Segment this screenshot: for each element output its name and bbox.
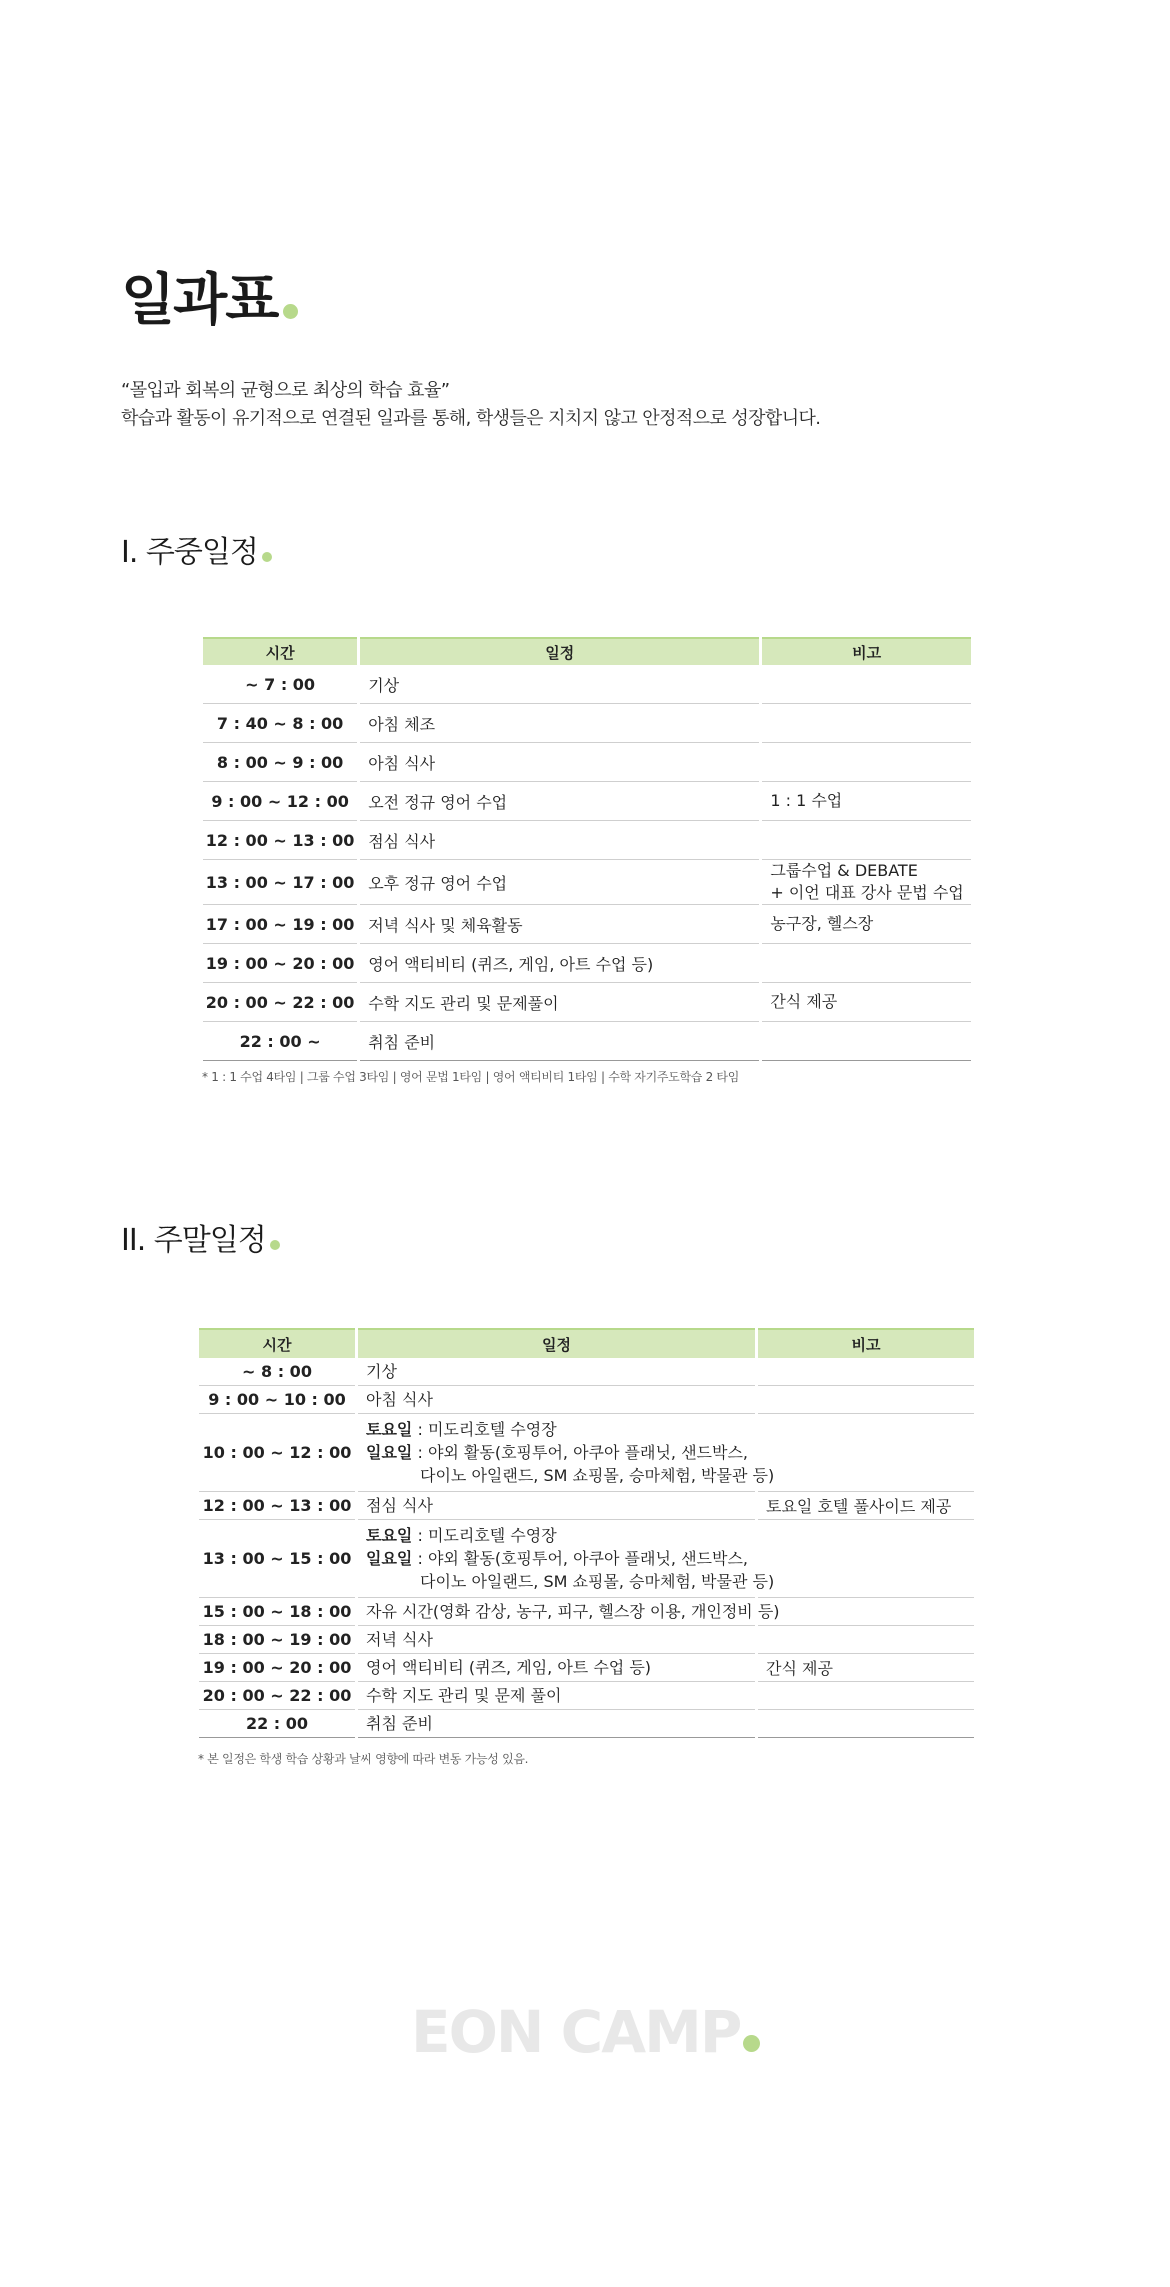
schedule-cell: 아침 체조 bbox=[360, 704, 759, 743]
note-cell bbox=[758, 1358, 974, 1386]
time-cell: 19 : 00 ~ 20 : 00 bbox=[203, 944, 357, 983]
schedule-cell bbox=[358, 1414, 775, 1492]
sunday-activity: : 야외 활동(호핑투어, 아쿠아 플래닛, 샌드박스, bbox=[412, 1443, 748, 1462]
time-cell: 15 : 00 ~ 18 : 00 bbox=[199, 1598, 355, 1626]
logo-text: EON CAMP bbox=[411, 1998, 741, 2066]
accent-dot bbox=[262, 552, 272, 562]
column-header-note: 비고 bbox=[762, 637, 971, 665]
sunday-line bbox=[366, 1547, 755, 1570]
time-cell: 10 : 00 ~ 12 : 00 bbox=[199, 1414, 355, 1492]
note-cell bbox=[758, 1682, 974, 1710]
schedule-cell: 취침 준비 bbox=[358, 1710, 755, 1738]
column-header-note: 비고 bbox=[758, 1328, 974, 1358]
time-cell: 19 : 00 ~ 20 : 00 bbox=[199, 1654, 355, 1682]
schedule-cell: 영어 액티비티 (퀴즈, 게임, 아트 수업 등) bbox=[360, 944, 759, 983]
time-cell: 12 : 00 ~ 13 : 00 bbox=[203, 821, 357, 860]
schedule-cell: 아침 식사 bbox=[358, 1386, 755, 1414]
time-cell: 12 : 00 ~ 13 : 00 bbox=[199, 1492, 355, 1520]
column-header-time: 시간 bbox=[203, 637, 357, 665]
weekend-schedule-table bbox=[196, 1328, 977, 1738]
time-cell: 20 : 00 ~ 22 : 00 bbox=[203, 983, 357, 1022]
schedule-cell: 수학 지도 관리 및 문제 풀이 bbox=[358, 1682, 755, 1710]
note-cell: 토요일 호텔 풀사이드 제공 bbox=[758, 1492, 974, 1520]
table-row bbox=[199, 1492, 974, 1520]
time-cell: 7 : 40 ~ 8 : 00 bbox=[203, 704, 357, 743]
note-cell bbox=[762, 1022, 971, 1061]
intro-description: 학습과 활동이 유기적으로 연결된 일과를 통해, 학생들은 지치지 않고 안정적으로 성장합니다. bbox=[121, 408, 821, 429]
sunday-label: 일요일 bbox=[366, 1443, 413, 1462]
note-cell bbox=[758, 1710, 974, 1738]
time-cell: 13 : 00 ~ 15 : 00 bbox=[199, 1520, 355, 1598]
weekend-title-text: II. 주말일정 bbox=[121, 1223, 266, 1258]
note-cell bbox=[758, 1520, 974, 1598]
weekday-title-text: I. 주중일정 bbox=[121, 535, 258, 570]
table-header-row bbox=[199, 1328, 974, 1358]
table-header-row bbox=[203, 637, 971, 665]
table-row bbox=[203, 1022, 971, 1061]
note-cell bbox=[758, 1598, 974, 1626]
time-cell: 20 : 00 ~ 22 : 00 bbox=[199, 1682, 355, 1710]
time-cell: 22 : 00 bbox=[199, 1710, 355, 1738]
schedule-cell: 기상 bbox=[360, 665, 759, 704]
schedule-cell: 저녁 식사 및 체육활동 bbox=[360, 905, 759, 944]
sunday-label: 일요일 bbox=[366, 1549, 413, 1568]
time-cell: 22 : 00 ~ bbox=[203, 1022, 357, 1061]
schedule-cell: 영어 액티비티 (퀴즈, 게임, 아트 수업 등) bbox=[358, 1654, 755, 1682]
time-cell: 9 : 00 ~ 12 : 00 bbox=[203, 782, 357, 821]
weekday-schedule-table bbox=[200, 637, 974, 1061]
column-header-time: 시간 bbox=[199, 1328, 355, 1358]
note-cell: 농구장, 헬스장 bbox=[762, 905, 971, 944]
note-cell bbox=[762, 743, 971, 782]
column-header-schedule: 일정 bbox=[358, 1328, 755, 1358]
saturday-activity: : 미도리호텔 수영장 bbox=[412, 1420, 557, 1439]
table-row bbox=[199, 1520, 974, 1598]
schedule-cell: 기상 bbox=[358, 1358, 755, 1386]
note-cell bbox=[762, 665, 971, 704]
time-cell: 9 : 00 ~ 10 : 00 bbox=[199, 1386, 355, 1414]
accent-dot bbox=[743, 2035, 760, 2052]
column-header-schedule: 일정 bbox=[360, 637, 759, 665]
time-cell: 8 : 00 ~ 9 : 00 bbox=[203, 743, 357, 782]
note-line: + 이언 대표 강사 문법 수업 bbox=[770, 883, 964, 902]
schedule-cell: 수학 지도 관리 및 문제풀이 bbox=[360, 983, 759, 1022]
table-row bbox=[203, 782, 971, 821]
weekend-section-title bbox=[121, 1221, 280, 1261]
table-row bbox=[199, 1626, 974, 1654]
schedule-cell: 오전 정규 영어 수업 bbox=[360, 782, 759, 821]
table-row bbox=[203, 944, 971, 983]
table-row bbox=[199, 1682, 974, 1710]
table-row bbox=[199, 1386, 974, 1414]
sunday-activity-continued: 다이노 아일랜드, SM 쇼핑몰, 승마체험, 박물관 등) bbox=[420, 1572, 775, 1591]
accent-dot bbox=[283, 304, 298, 319]
time-cell: 13 : 00 ~ 17 : 00 bbox=[203, 860, 357, 905]
schedule-cell: 점심 식사 bbox=[358, 1492, 755, 1520]
time-cell: ~ 8 : 00 bbox=[199, 1358, 355, 1386]
sunday-line bbox=[366, 1441, 755, 1464]
accent-dot bbox=[270, 1240, 280, 1250]
saturday-line bbox=[366, 1524, 755, 1547]
table-row bbox=[199, 1710, 974, 1738]
note-cell bbox=[758, 1414, 974, 1492]
schedule-cell: 아침 식사 bbox=[360, 743, 759, 782]
eon-camp-logo bbox=[411, 1997, 760, 2067]
note-line: 그룹수업 & DEBATE bbox=[770, 861, 918, 880]
note-cell bbox=[762, 860, 971, 905]
table-row bbox=[203, 983, 971, 1022]
note-cell: 1 : 1 수업 bbox=[762, 782, 971, 821]
schedule-cell: 점심 식사 bbox=[360, 821, 759, 860]
schedule-cell: 저녁 식사 bbox=[358, 1626, 755, 1654]
note-cell bbox=[762, 704, 971, 743]
table-row bbox=[203, 704, 971, 743]
intro-quote: “몰입과 회복의 균형으로 최상의 학습 효율” bbox=[121, 380, 450, 401]
schedule-cell: 오후 정규 영어 수업 bbox=[360, 860, 759, 905]
table-row bbox=[199, 1654, 974, 1682]
note-cell bbox=[758, 1626, 974, 1654]
note-cell bbox=[758, 1386, 974, 1414]
sunday-activity: : 야외 활동(호핑투어, 아쿠아 플래닛, 샌드박스, bbox=[412, 1549, 748, 1568]
schedule-cell bbox=[358, 1520, 775, 1598]
note-cell bbox=[762, 821, 971, 860]
weekend-footnote: * 본 일정은 학생 학습 상황과 날씨 영향에 따라 변동 가능성 있음. bbox=[198, 1752, 529, 1766]
sunday-activity-continued: 다이노 아일랜드, SM 쇼핑몰, 승마체험, 박물관 등) bbox=[420, 1466, 775, 1485]
weekday-section-title bbox=[121, 533, 272, 573]
saturday-line bbox=[366, 1418, 755, 1441]
table-row bbox=[199, 1414, 974, 1492]
table-row bbox=[199, 1358, 974, 1386]
time-cell: 18 : 00 ~ 19 : 00 bbox=[199, 1626, 355, 1654]
table-row bbox=[203, 665, 971, 704]
saturday-activity: : 미도리호텔 수영장 bbox=[412, 1526, 557, 1545]
weekday-footnote: * 1 : 1 수업 4타임 | 그룹 수업 3타임 | 영어 문법 1타임 | 영어 액티비티 1타임 | 수학 자기주도학습 2 타임 bbox=[202, 1070, 740, 1084]
saturday-label: 토요일 bbox=[366, 1420, 413, 1439]
note-cell: 간식 제공 bbox=[758, 1654, 974, 1682]
schedule-cell: 취침 준비 bbox=[360, 1022, 759, 1061]
table-row bbox=[203, 860, 971, 905]
note-cell bbox=[762, 944, 971, 983]
table-row bbox=[203, 821, 971, 860]
page-title-text: 일과표 bbox=[121, 268, 278, 333]
time-cell: 17 : 00 ~ 19 : 00 bbox=[203, 905, 357, 944]
page-title bbox=[121, 266, 298, 336]
table-row bbox=[199, 1598, 974, 1626]
table-row bbox=[203, 743, 971, 782]
time-cell: ~ 7 : 00 bbox=[203, 665, 357, 704]
saturday-label: 토요일 bbox=[366, 1526, 413, 1545]
schedule-cell: 자유 시간(영화 감상, 농구, 피구, 헬스장 이용, 개인정비 등) bbox=[358, 1598, 755, 1626]
table-row bbox=[203, 905, 971, 944]
note-cell: 간식 제공 bbox=[762, 983, 971, 1022]
